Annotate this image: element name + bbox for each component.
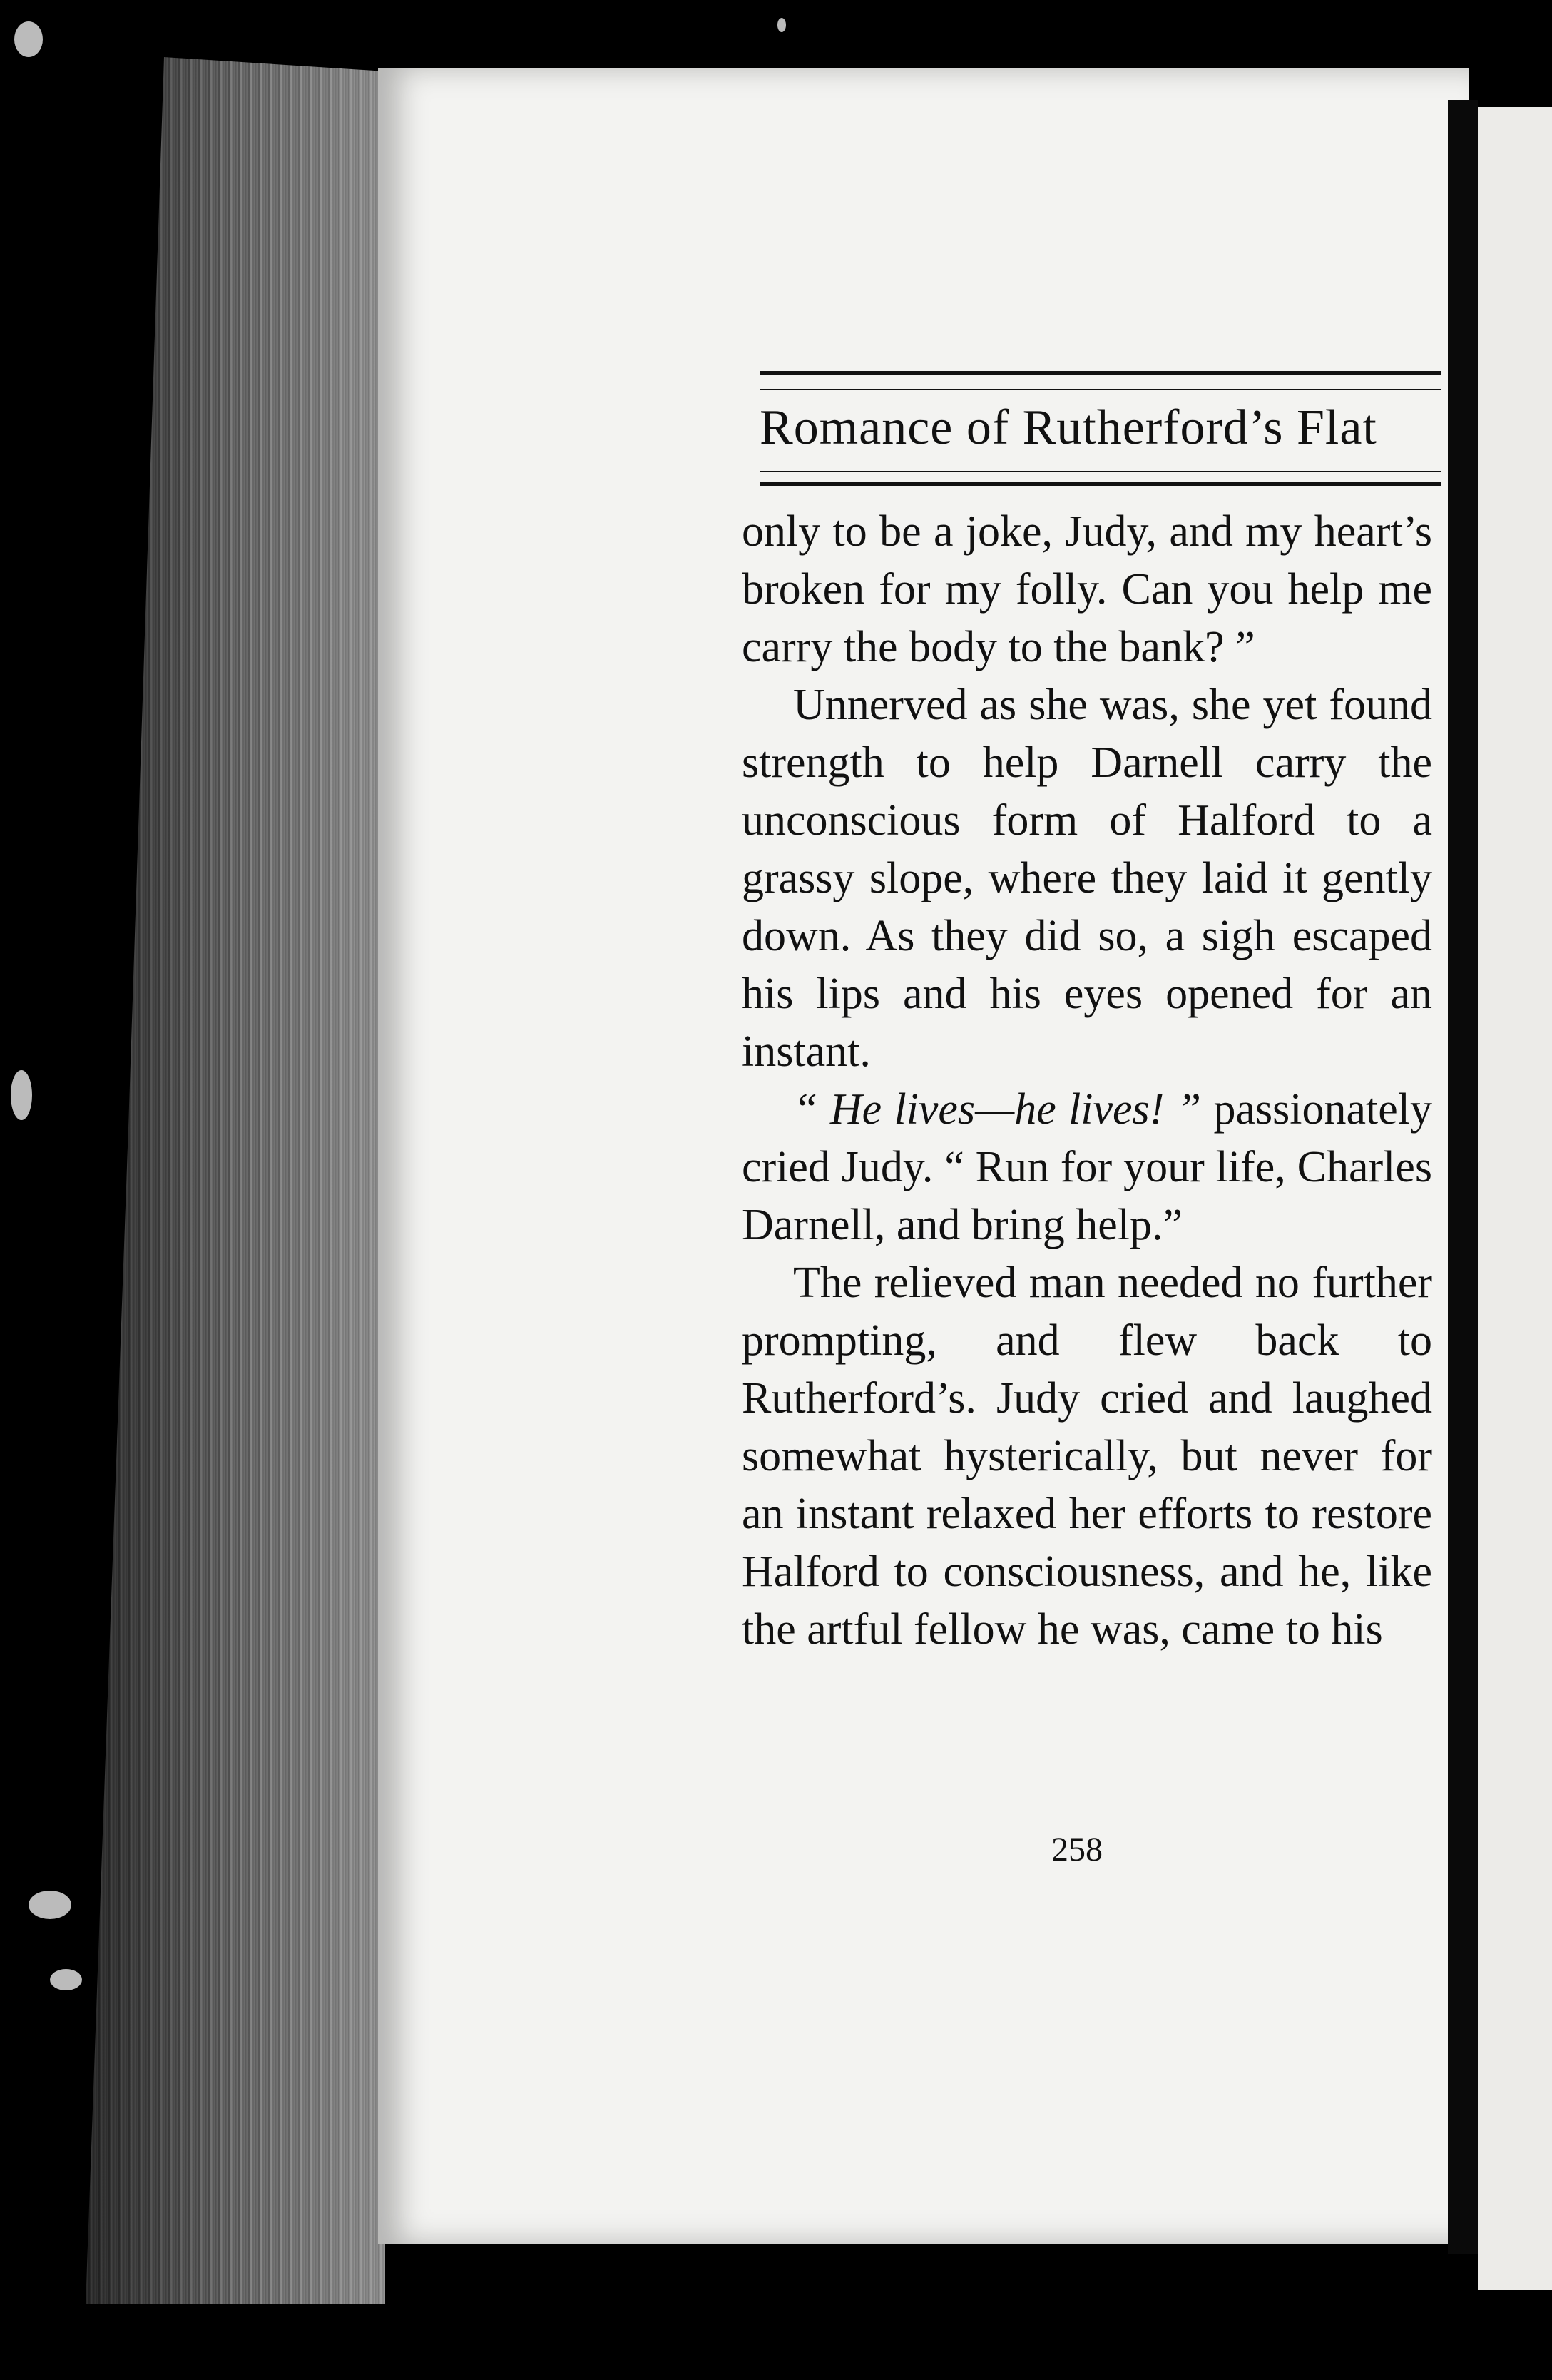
running-head: Romance of Rutherford’s Flat [760,400,1377,455]
paragraph [742,1081,1432,1254]
scan-speck [14,21,43,57]
book-page-edges [86,57,385,2304]
paragraph-text: passionately cried Judy. “ Run for your life, Charles Darnell, and bring help.” [742,1085,1432,1249]
italic-quote: “ He lives—he lives! ” [793,1085,1202,1134]
adjacent-page-edge [1478,107,1552,2290]
paragraph [742,503,1432,676]
page-number: 258 [1051,1831,1103,1868]
paragraph-text: only to be a joke, Judy, and my heart’s broken for my folly. Can you help me carry the body to the bank? ” [742,507,1432,671]
scan-speck [11,1070,32,1120]
paragraph-text: Unnerved as she was, she yet found strength to help Darnell carry the unconscious form of Halford to a grassy slope, where they laid it gently down. As they did so, a sigh escaped his lips and his eyes opened for an instant. [742,681,1432,1076]
body-text [742,503,1432,1659]
header-rule-bottom [760,471,1441,486]
scan-speck [50,1969,82,1990]
paragraph-text: The relieved man needed no further prompting, and flew back to Rutherford’s. Judy cried and laughed somewhat hysterically, but never for an instant relaxed her efforts to restore Halford to consciousness, and he, like the artful fellow he was, came to his [742,1258,1432,1654]
scan-speck [29,1891,71,1919]
scan-speck [777,18,786,32]
header-rule-top [760,371,1441,390]
paragraph [742,676,1432,1081]
paragraph [742,1254,1432,1659]
book-gutter [1448,100,1478,2254]
